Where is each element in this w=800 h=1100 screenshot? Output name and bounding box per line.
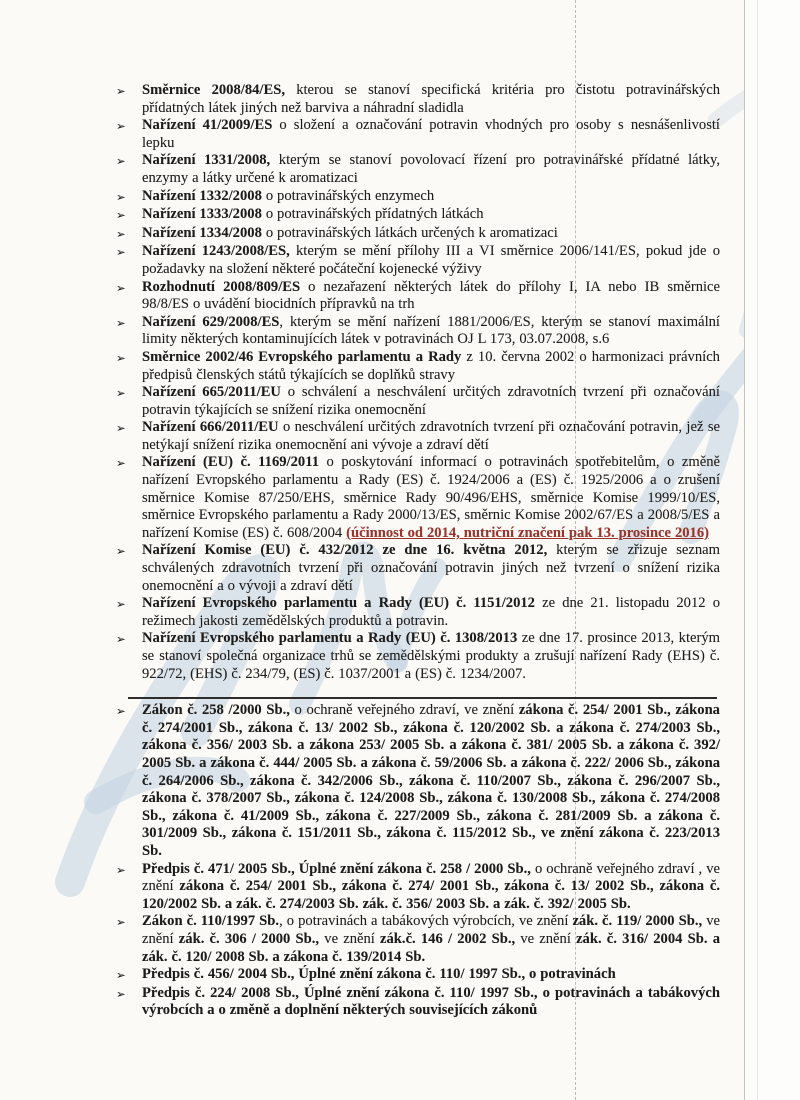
- regulation-description: kterým se stanoví povolovací řízení pro potravinářské přídatné látky, enzymy a látky určené k aromatizaci: [142, 152, 720, 186]
- regulation-title: Nařízení 665/2011/EU: [142, 384, 281, 401]
- regulation-title: zák. č. 119/ 2000 Sb.,: [572, 913, 703, 930]
- list-item: [116, 152, 720, 187]
- arrow-bullet-icon: ➢: [116, 226, 126, 241]
- arrow-bullet-icon: ➢: [116, 208, 126, 223]
- list-item: [116, 117, 720, 152]
- page-edge: [744, 0, 800, 1100]
- regulation-title: Nařízení 1243/2008/ES,: [142, 243, 290, 260]
- regulation-title: zákona č. 254/ 2001 Sb., zákona č. 274/ 2001 Sb., zákona č. 13/ 2002 Sb., zákona č. 120/2002 Sb. a zák. č. 274/2003 Sb. zák. č. 356/ 2003 Sb. a zák. č. 392/ 2005 Sb.: [142, 878, 720, 912]
- list-item-text: [142, 913, 720, 966]
- regulation-description: o neschválení určitých zdravotních tvrzení při označování potravin, jež se netýkají snížení rizika onemocnění ani vývoje a zdraví dětí: [142, 419, 720, 453]
- regulation-description: ze dne 21. listopadu 2012 o režimech jakosti zemědělských produktů a potravin.: [142, 595, 720, 629]
- regulation-description: z 10. června 2002 o harmonizaci právních předpisů členských států týkajících se doplňků stravy: [142, 348, 720, 383]
- section-separator-line: [128, 697, 717, 699]
- list-item-text: [142, 225, 720, 243]
- arrow-bullet-icon: ➢: [116, 280, 126, 295]
- list-item: [116, 225, 720, 244]
- arrow-bullet-icon: ➢: [116, 915, 126, 930]
- regulation-description: , kterým se mění nařízení 1881/2006/ES, kterým se stanoví maximální limity některých kontaminujících látek v potravinách OJ L 173, 03.07.2008, s.6: [142, 313, 720, 348]
- eu-regulations-list: [116, 82, 720, 683]
- regulation-description: o potravinářských látkách určených k aromatizaci: [261, 224, 558, 241]
- regulation-title: Nařízení 41/2009/ES: [142, 117, 273, 134]
- list-item: [116, 206, 720, 225]
- list-item-text: [142, 384, 720, 419]
- regulation-title: Nařízení 1332/2008: [142, 187, 262, 204]
- regulation-description: ve znění: [142, 913, 720, 947]
- regulation-title: zák. č. 316/ 2004 Sb. a zák. č. 120/ 2008 Sb. a zákona č. 139/2014 Sb.: [142, 930, 721, 965]
- regulation-description: o ochraně veřejného zdraví , ve znění: [142, 860, 720, 895]
- list-item-text: [142, 630, 720, 683]
- regulation-description: o schválení a neschválení určitých zdravotních tvrzení při označování potravin týkajících se snížení rizika onemocnění: [142, 384, 720, 418]
- regulation-title: Nařízení Komise (EU) č. 432/2012 ze dne 16. května 2012,: [142, 542, 548, 559]
- list-item-text: [142, 279, 720, 314]
- list-item: [116, 861, 720, 914]
- regulation-description: o ochraně veřejného zdraví, ve znění: [289, 702, 519, 719]
- regulation-title: Zákon č. 258 /2000 Sb.,: [142, 702, 290, 719]
- arrow-bullet-icon: ➢: [116, 84, 126, 98]
- czech-laws-list: [116, 702, 720, 1020]
- arrow-bullet-icon: ➢: [116, 704, 126, 719]
- list-item: [116, 702, 720, 860]
- arrow-bullet-icon: ➢: [116, 968, 126, 983]
- list-item-text: [142, 861, 720, 914]
- regulation-title: Rozhodnutí 2008/809/ES: [142, 278, 301, 295]
- list-item: [116, 82, 720, 117]
- regulation-description: kterým se zřizuje seznam schválených zdravotních tvrzení při označování potravin jiných než tvrzení o snížení rizika onemocnění a o vývoji a zdraví dětí: [142, 542, 720, 594]
- regulation-description: ze dne 17. prosince 2013, kterým se stanoví společná organizace trhů se zemědělskými produkty a zrušují nařízení Rady (EHS) č. 922/72, (EHS) č. 234/79, (ES) č. 1037/2001 a (ES) č. 1234/2007.: [142, 630, 720, 682]
- arrow-bullet-icon: ➢: [116, 986, 126, 1001]
- list-item-text: [142, 206, 720, 224]
- arrow-bullet-icon: ➢: [116, 597, 126, 612]
- arrow-bullet-icon: ➢: [116, 632, 126, 647]
- list-item: [116, 279, 720, 314]
- regulation-title: Nařízení 1331/2008,: [142, 152, 271, 169]
- arrow-bullet-icon: ➢: [116, 386, 126, 401]
- regulation-description: ve znění: [319, 930, 381, 947]
- page-edge-highlight: [757, 0, 758, 1100]
- regulation-description: o poskytování informací o potravinách spotřebitelům, o změně nařízení Evropského parlamentu a Rady (ES) č. 1924/2006 a (ES) č. 1925/2006 a o zrušení směrnice Komise 87/250/EHS, směrnice Rady 90/496/EHS, směrnice Komise 1999/10/ES, směrnice Evropského parlamentu a Rady 2000/13/ES, směrnic Komise 2002/67/ES a 2008/5/ES a nařízení Komise (ES) č. 608/2004: [142, 454, 720, 541]
- list-item: [116, 913, 720, 966]
- arrow-bullet-icon: ➢: [116, 421, 126, 436]
- list-item-text: [142, 188, 720, 206]
- regulation-description: o potravinářských přídatných látkách: [261, 206, 484, 223]
- regulation-title: Nařízení Evropského parlamentu a Rady (EU) č. 1308/2013: [142, 630, 518, 647]
- regulation-title: Zákon č. 110/1997 Sb.: [142, 913, 280, 930]
- list-item-text: [142, 82, 720, 117]
- regulation-description: o složení a označování potravin vhodných pro osoby s nesnášenlivostí lepku: [142, 117, 720, 151]
- list-item-text: [142, 314, 720, 349]
- list-item: [116, 454, 720, 542]
- arrow-bullet-icon: ➢: [116, 315, 126, 330]
- effective-date-note: (účinnost od 2014, nutriční značení pak 13. prosince 2016): [346, 524, 709, 541]
- list-item-text: [142, 454, 720, 542]
- list-item-text: [142, 243, 720, 278]
- regulation-title: Nařízení 1334/2008: [142, 224, 262, 241]
- regulation-title: Předpis č. 471/ 2005 Sb., Úplné znění zákona č. 258 / 2000 Sb.,: [142, 860, 531, 877]
- arrow-bullet-icon: ➢: [116, 544, 126, 559]
- list-item: [116, 542, 720, 595]
- list-item: [116, 419, 720, 454]
- regulation-title: zák. č. 306 / 2000 Sb.,: [178, 930, 320, 947]
- regulation-description: ve znění: [515, 930, 577, 947]
- regulation-title: Směrnice 2008/84/ES,: [142, 82, 285, 98]
- regulation-title: Nařízení Evropského parlamentu a Rady (EU) č. 1151/2012: [142, 595, 535, 612]
- arrow-bullet-icon: ➢: [116, 456, 126, 471]
- list-item-text: [142, 152, 720, 187]
- regulation-title: Nařízení 1333/2008: [142, 206, 262, 223]
- list-item-text: [142, 702, 720, 860]
- list-item: [116, 243, 720, 278]
- list-item-text: [142, 117, 720, 152]
- list-item-text: [142, 985, 720, 1020]
- arrow-bullet-icon: ➢: [116, 154, 126, 169]
- regulation-title: Nařízení (EU) č. 1169/2011: [142, 454, 319, 471]
- regulation-title: Předpis č. 456/ 2004 Sb., Úplné znění zákona č. 110/ 1997 Sb., o potravinách: [142, 966, 616, 983]
- list-item: [116, 314, 720, 349]
- list-item: [116, 966, 720, 985]
- list-item-text: [142, 419, 720, 454]
- list-item-text: [142, 349, 720, 384]
- list-item: [116, 188, 720, 207]
- arrow-bullet-icon: ➢: [116, 862, 126, 877]
- list-item: [116, 349, 720, 384]
- regulation-title: Předpis č. 224/ 2008 Sb., Úplné znění zákona č. 110/ 1997 Sb., o potravinách a tabákových výrobcích a o změně a doplnění některých souvisejících zákonů: [142, 984, 720, 1019]
- document-body: [116, 82, 720, 1020]
- list-item: [116, 985, 720, 1020]
- list-item-text: [142, 595, 720, 630]
- arrow-bullet-icon: ➢: [116, 350, 126, 365]
- regulation-title: Směrnice 2002/46 Evropského parlamentu a Rady: [142, 348, 462, 365]
- list-item: [116, 384, 720, 419]
- arrow-bullet-icon: ➢: [116, 245, 126, 260]
- regulation-description: kterou se stanoví specifická kritéria pro čistotu potravinářských přídatných látek jiných než barviva a náhradní sladidla: [142, 82, 720, 116]
- arrow-bullet-icon: ➢: [116, 189, 126, 204]
- list-item-text: [142, 966, 720, 984]
- regulation-description: o nezařazení některých látek do přílohy I, IA nebo IB směrnice 98/8/ES o uvádění biocidních přípravků na trh: [142, 278, 720, 313]
- regulation-title: Nařízení 666/2011/EU: [142, 419, 279, 436]
- regulation-description: o potravinářských enzymech: [261, 187, 435, 204]
- regulation-title: zák.č. 146 / 2002 Sb.,: [380, 930, 516, 947]
- arrow-bullet-icon: ➢: [116, 119, 126, 134]
- regulation-description: , o potravinách a tabákových výrobcích, ve znění: [279, 913, 573, 930]
- list-item: [116, 595, 720, 630]
- regulation-title: Nařízení 629/2008/ES: [142, 313, 280, 330]
- regulation-title: zákona č. 254/ 2001 Sb., zákona č. 274/2001 Sb., zákona č. 13/ 2002 Sb., zákona č. 120/2002 Sb. a zákona č. 274/2003 Sb., zákona č. 356/ 2003 Sb. a zákona 253/ 2005 Sb. a zákona č. 381/ 2005 Sb. a zákona č. 392/ 2005 Sb. a zákona č. 444/ 2005 Sb. a zákona č. 59/2006 Sb. a zákona č. 222/ 2006 Sb., zákona č. 264/2006 Sb., zákona č. 342/2006 Sb., zákona č. 110/2007 Sb., zákona č. 296/2007 Sb., zákona č. 378/2007 Sb., zákona č. 124/2008 Sb., zákona č. 130/2008 Sb., zákona č. 274/2008 Sb., zákona č. 41/2009 Sb., zákona č. 227/2009 Sb., zákona č. 281/2009 Sb. a zákona č. 301/2009 Sb., zákona č. 151/2011 Sb., zákona č. 115/2012 Sb., ve znění zákona č. 223/2013 Sb.: [142, 702, 720, 859]
- regulation-description: kterým se mění přílohy III a VI směrnice 2006/141/ES, pokud jde o požadavky na složení některé počáteční kojenecké výživy: [142, 243, 720, 277]
- list-item: [116, 630, 720, 683]
- list-item-text: [142, 542, 720, 595]
